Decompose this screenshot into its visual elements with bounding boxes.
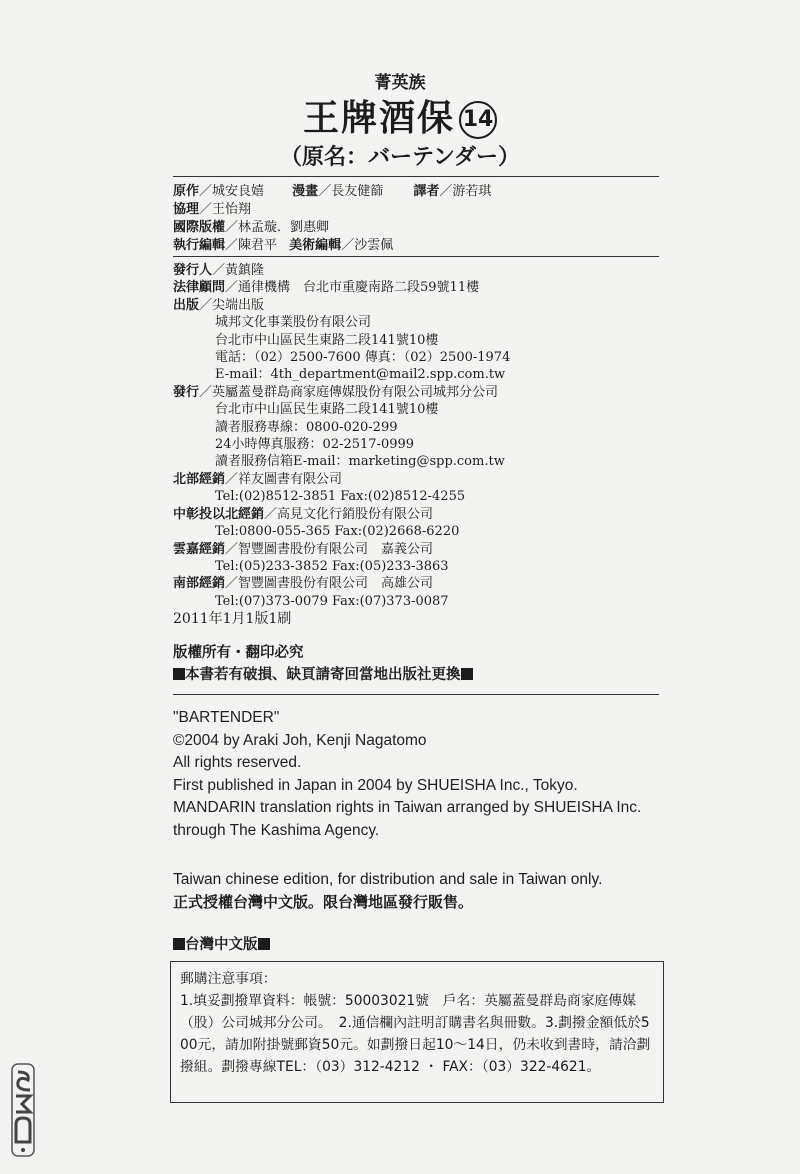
distributor-label: 發行 [173, 384, 200, 400]
original-title: （原名：バーテンダー） [279, 145, 521, 170]
south-dist-contact: Tel:(07)373-0079 Fax:(07)373-0087 [215, 593, 449, 609]
taiwan-label [173, 933, 270, 954]
series-name: 菁英族 [374, 73, 426, 93]
credits-row-3 [173, 219, 491, 237]
legal-counsel: ／通律機構 台北市重慶南路二段59號11樓 [225, 280, 480, 296]
intl-rights: ／林孟璇．劉惠卿 [225, 220, 330, 235]
taiwan-edition-en: Taiwan chinese edition, for distribution and sale in Taiwan only. [173, 871, 603, 888]
taiwan-edition-zh: 正式授權台灣中文版。限台灣地區發行販售。 [173, 893, 474, 911]
north-dist-label: 北部經銷 [173, 471, 226, 487]
black-square-icon [173, 938, 185, 950]
edition-date: 2011年1月1版1刷 [173, 611, 292, 627]
publisher-block [173, 262, 510, 610]
translator: ／游若琪 [439, 184, 492, 199]
reader-service-email: 讀者服務信箱E-mail：marketing@spp.com.tw [215, 454, 505, 470]
notice-title: 郵購注意事項： [180, 971, 277, 987]
assist-label: 協理 [173, 202, 200, 217]
legal-label: 法律顧問 [173, 280, 226, 296]
replacement-text: 本書若有破損、缺頁請寄回當地出版社更換 [185, 667, 461, 683]
manga-label: 漫畫 [292, 184, 319, 199]
divider-top [173, 176, 659, 177]
all-rights-line: All rights reserved. [173, 754, 302, 771]
press-email: E-mail：4th_department@mail2.spp.com.tw [215, 367, 506, 383]
volume-badge: 14 [459, 101, 497, 139]
assist: ／王怡翔 [199, 202, 252, 217]
press-company: 城邦文化事業股份有限公司 [215, 315, 372, 331]
distributor-address: 台北市中山區民生東路二段141號10樓 [215, 402, 439, 418]
intl-rights-label: 國際版權 [173, 220, 226, 235]
press-phone: 電話：（02）2500-7600 傳真：（02）2500-1974 [215, 350, 511, 366]
book-title [0, 90, 800, 141]
editor: ／陳君平 [225, 238, 278, 253]
distributor: ／英屬蓋曼群島商家庭傳媒股份有限公司城邦分公司 [199, 384, 499, 400]
manga-artist: ／長友健篩 [318, 184, 384, 199]
yunjia-dist: ／智豐圖書股份有限公司 嘉義公司 [225, 541, 434, 557]
editor-label: 執行編輯 [173, 238, 226, 253]
reader-service-line: 讀者服務專線：0800-020-299 [215, 419, 398, 435]
english-title: "BARTENDER" [173, 709, 280, 726]
rights-block [173, 642, 473, 686]
press: ／尖端出版 [199, 297, 265, 313]
yunjia-dist-label: 雲嘉經銷 [173, 541, 226, 557]
translation-rights-line: MANDARIN translation rights in Taiwan arranged by SHUEISHA Inc. [173, 799, 642, 816]
notice-body: 1.填妥劃撥單資料：帳號：50003021號 戶名：英屬蓋曼群島商家庭傳媒（股）公司城邦分公司。 2.通信欄內註明訂購書名與冊數。3.劃撥金額低於500元，請加附掛號郵資50元。如劃撥日起10～14日，仍未收到書時，請洽劃撥組。劃撥專線TEL：（03）312-4212 ・ FAX：（03）322-4621。 [180, 993, 651, 1075]
credits-row-4 [173, 237, 491, 255]
title-text: 王牌酒保 [302, 98, 455, 139]
issuer-label: 發行人 [173, 263, 213, 278]
press-address: 台北市中山區民生東路二段141號10樓 [215, 332, 439, 348]
divider-credits [173, 256, 659, 257]
issuer: ／黃鎮隆 [212, 263, 265, 278]
first-published-line: First published in Japan in 2004 by SHUEISHA Inc., Tokyo. [173, 776, 578, 794]
south-dist-label: 南部經銷 [173, 576, 226, 592]
black-square-icon [258, 938, 270, 950]
credits-block [173, 183, 491, 255]
rights-reserved: 版權所有・翻印必究 [173, 645, 304, 661]
art-editor-label: 美術編輯 [289, 238, 342, 253]
original-label: 原作 [173, 184, 200, 199]
press-label: 出版 [173, 297, 200, 313]
replacement-notice [173, 664, 473, 686]
south-dist: ／智豐圖書股份有限公司 高雄公司 [225, 576, 434, 592]
north-dist: ／祥友圖書有限公司 [225, 471, 343, 487]
taiwan-label-text: 台灣中文版 [185, 937, 258, 953]
translator-label: 譯者 [413, 184, 440, 199]
art-editor: ／沙雲佩 [341, 238, 394, 253]
central-dist: ／高見文化行銷股份有限公司 [264, 506, 434, 522]
yunjia-dist-contact: Tel:(05)233-3852 Fax:(05)233-3863 [215, 558, 449, 574]
credits-row-1 [173, 183, 491, 201]
black-square-icon [173, 668, 185, 680]
fax-service-line: 24小時傳真服務：02-2517-0999 [215, 437, 415, 453]
black-square-icon [461, 668, 473, 680]
english-copyright [173, 707, 641, 842]
credits-row-2 [173, 201, 491, 219]
central-dist-contact: Tel:0800-055-365 Fax:(02)2668-6220 [215, 524, 460, 540]
agency-line: through The Kashima Agency. [173, 821, 380, 839]
watermark-logo [10, 1062, 36, 1158]
copyright-line: ©2004 by Araki Joh, Kenji Nagatomo [173, 731, 427, 749]
mail-order-notice [170, 961, 664, 1103]
original-author: ／城安良嬉 [199, 184, 265, 199]
north-dist-contact: Tel:(02)8512-3851 Fax:(02)8512-4255 [215, 489, 466, 505]
divider-rights [173, 694, 659, 695]
central-dist-label: 中彰投以北經銷 [173, 506, 265, 522]
